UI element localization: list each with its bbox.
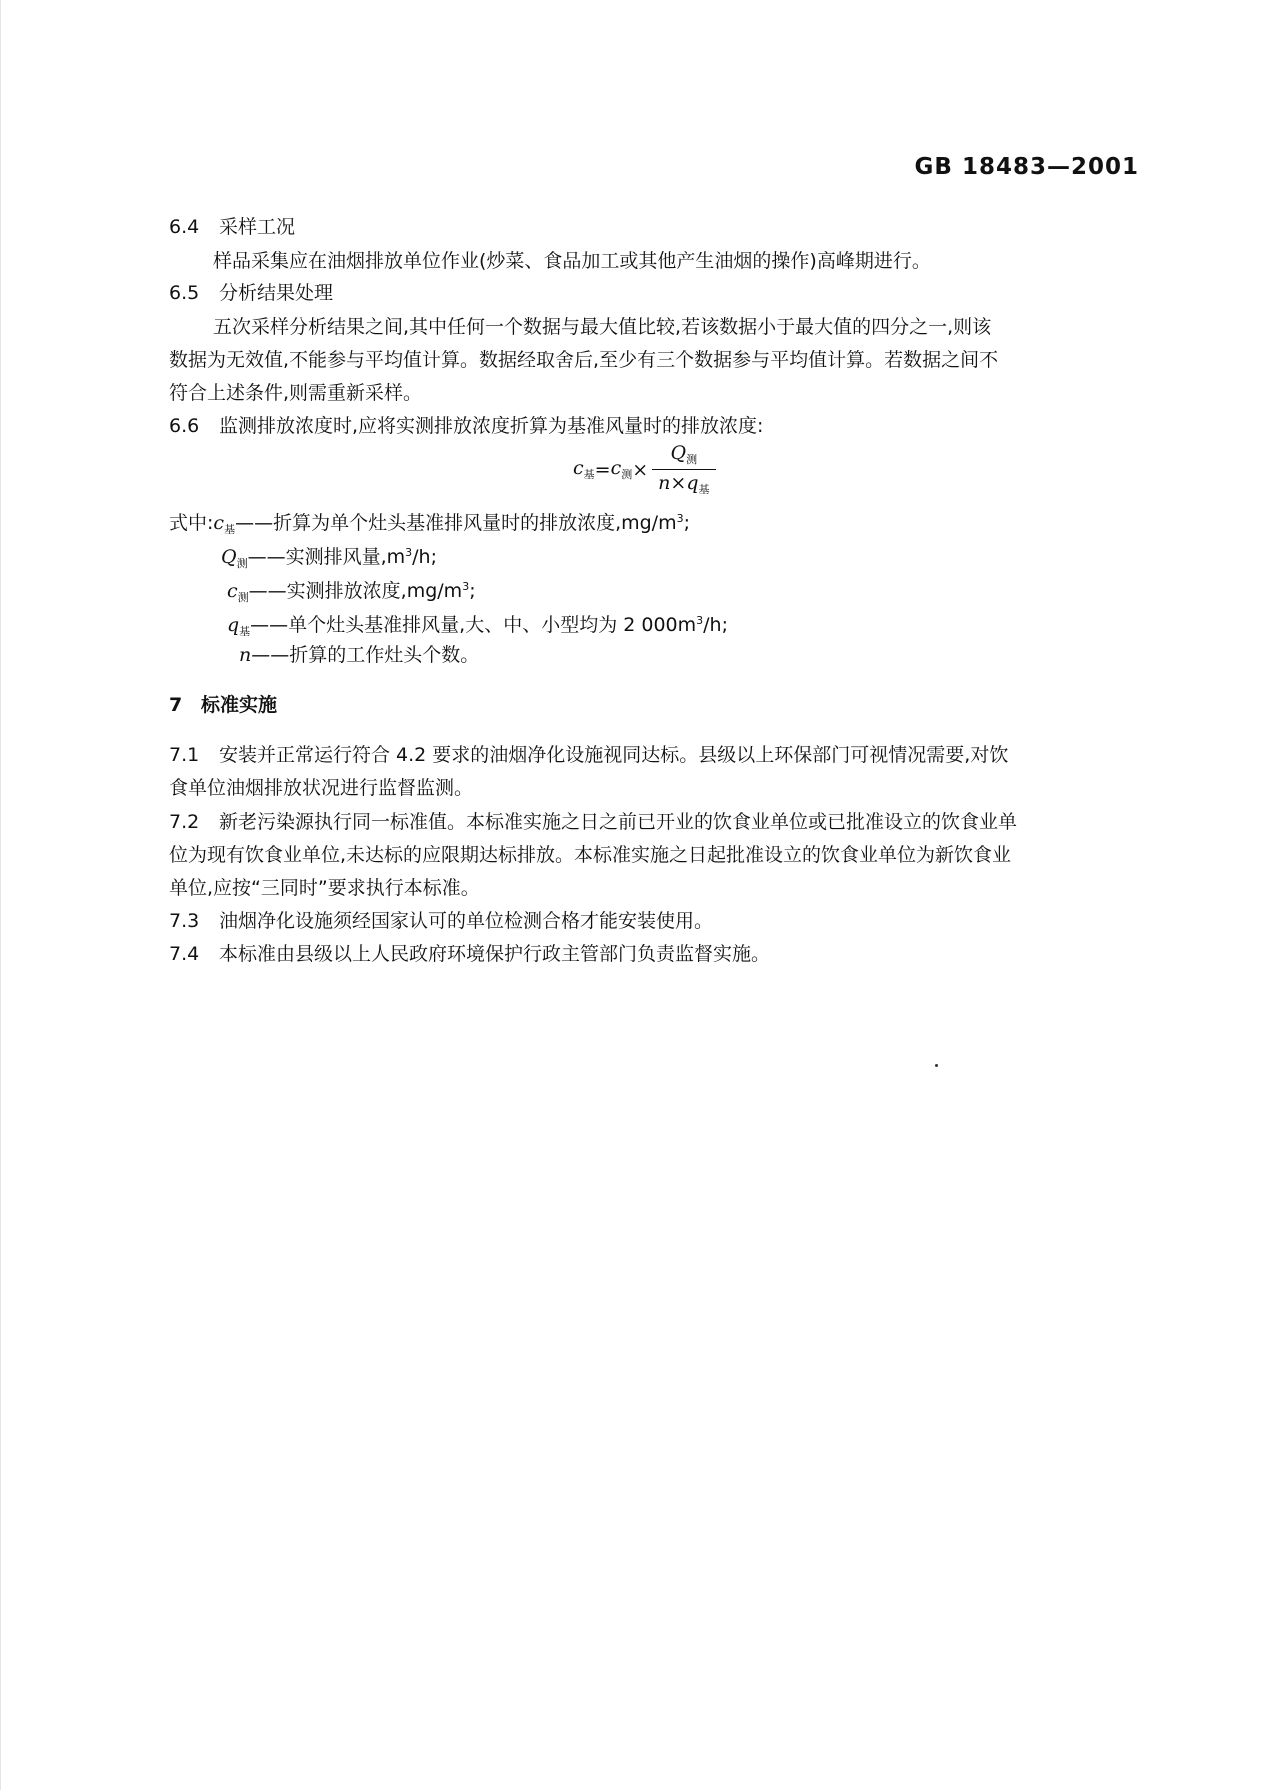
formula-sub: 基 [698,483,710,496]
def-sub: 基 [224,523,236,536]
definition-row [227,608,728,645]
def-var: n [239,644,252,666]
def-var: Q [221,546,237,568]
section-text: 监测排放浓度时,应将实测排放浓度折算为基准风量时的排放浓度: [219,415,764,437]
formula-equals: = [594,458,611,481]
section-6-5-line-1: 五次采样分析结果之间,其中任何一个数据与最大值比较,若该数据小于最大值的四分之一,则该 [213,316,992,338]
formula-c-measured [611,457,633,482]
def-text: ——折算为单个灶头基准排风量时的排放浓度,mg/m [235,512,677,534]
formula-sub: 测 [621,468,633,481]
section-number: 7.4 [169,943,200,965]
formula-lhs [573,457,595,482]
section-7-2-line-3: 单位,应按“三同时”要求执行本标准。 [169,877,480,899]
section-number: 6.5 [169,282,200,304]
section-7-4-line-1 [169,941,770,967]
def-sup: 3 [462,580,470,593]
def-end: ; [683,512,690,534]
section-number: 7.2 [169,811,200,833]
def-sup: 3 [676,512,684,525]
section-7-1-line-2: 食单位油烟排放状况进行监督监测。 [169,777,474,799]
scan-speck [935,1064,938,1067]
fraction-numerator [665,442,704,469]
concentration-formula [573,442,716,497]
section-7-3-line-1 [169,908,713,934]
def-sub: 基 [239,625,251,638]
section-title: 采样工况 [219,216,296,238]
formula-sub: 测 [686,453,698,466]
where-label: 式中: [169,512,214,534]
section-text: 油烟净化设施须经国家认可的单位检测合格才能安装使用。 [219,910,714,932]
section-title: 标准实施 [201,694,278,716]
def-text: ——单个灶头基准排风量,大、中、小型均为 2 000m [250,614,697,636]
section-number: 6.6 [169,415,200,437]
section-title: 分析结果处理 [219,282,334,304]
formula-var: c [610,457,622,479]
formula-fraction [652,442,715,497]
section-number: 6.4 [169,216,200,238]
def-text: ——折算的工作灶头个数。 [251,644,480,666]
section-6-4-body: 样品采集应在油烟排放单位作业(炒菜、食品加工或其他产生油烟的操作)高峰期进行。 [213,250,931,272]
def-end: /h; [412,546,437,568]
definition-row [169,506,690,543]
formula-var: n [658,472,671,494]
section-6-5-heading [169,280,333,306]
section-text: 新老污染源执行同一标准值。本标准实施之日之前已开业的饮食业单位或已批准设立的饮食业单 [219,811,1018,833]
def-sup: 3 [696,614,704,627]
def-var: c [213,512,225,534]
standard-code: GB 18483—2001 [914,154,1139,180]
section-7-1-line-1 [169,742,1008,768]
section-6-6-heading [169,413,763,439]
section-number: 7 [169,694,183,716]
section-7-2-line-2: 位为现有饮食业单位,未达标的应限期达标排放。本标准实施之日起批准设立的饮食业单位为新饮食业 [169,844,1012,866]
def-end: /h; [703,614,729,636]
def-sub: 测 [237,591,249,604]
def-sup: 3 [405,546,413,559]
def-text: ——实测排放浓度,mg/m [248,580,463,602]
section-text: 本标准由县级以上人民政府环境保护行政主管部门负责监督实施。 [219,943,771,965]
formula-times: × [632,458,649,481]
section-7-heading [169,692,277,718]
section-text: 安装并正常运行符合 4.2 要求的油烟净化设施视同达标。县级以上环保部门可视情况需要,对饮 [219,744,1009,766]
section-6-5-line-3: 符合上述条件,则需重新采样。 [169,382,423,404]
section-6-4-heading [169,214,295,240]
formula-times: × [670,472,687,494]
formula-var: q [686,472,699,494]
section-number: 7.3 [169,910,200,932]
definition-row [221,540,437,577]
definition-row [227,574,476,611]
def-sub: 测 [236,557,248,570]
formula-var: Q [670,442,687,464]
formula-sub: 基 [583,468,595,481]
section-7-2-line-1 [169,809,1017,835]
fraction-denominator [652,470,715,497]
def-var: c [227,580,238,602]
def-text: ——实测排风量,m [247,546,406,568]
def-end: ; [469,580,476,602]
def-var: q [227,614,240,636]
section-number: 7.1 [169,744,200,766]
definition-row [239,642,479,668]
section-6-5-line-2: 数据为无效值,不能参与平均值计算。数据经取舍后,至少有三个数据参与平均值计算。若数据之间不 [169,349,999,371]
formula-var: c [573,457,584,479]
